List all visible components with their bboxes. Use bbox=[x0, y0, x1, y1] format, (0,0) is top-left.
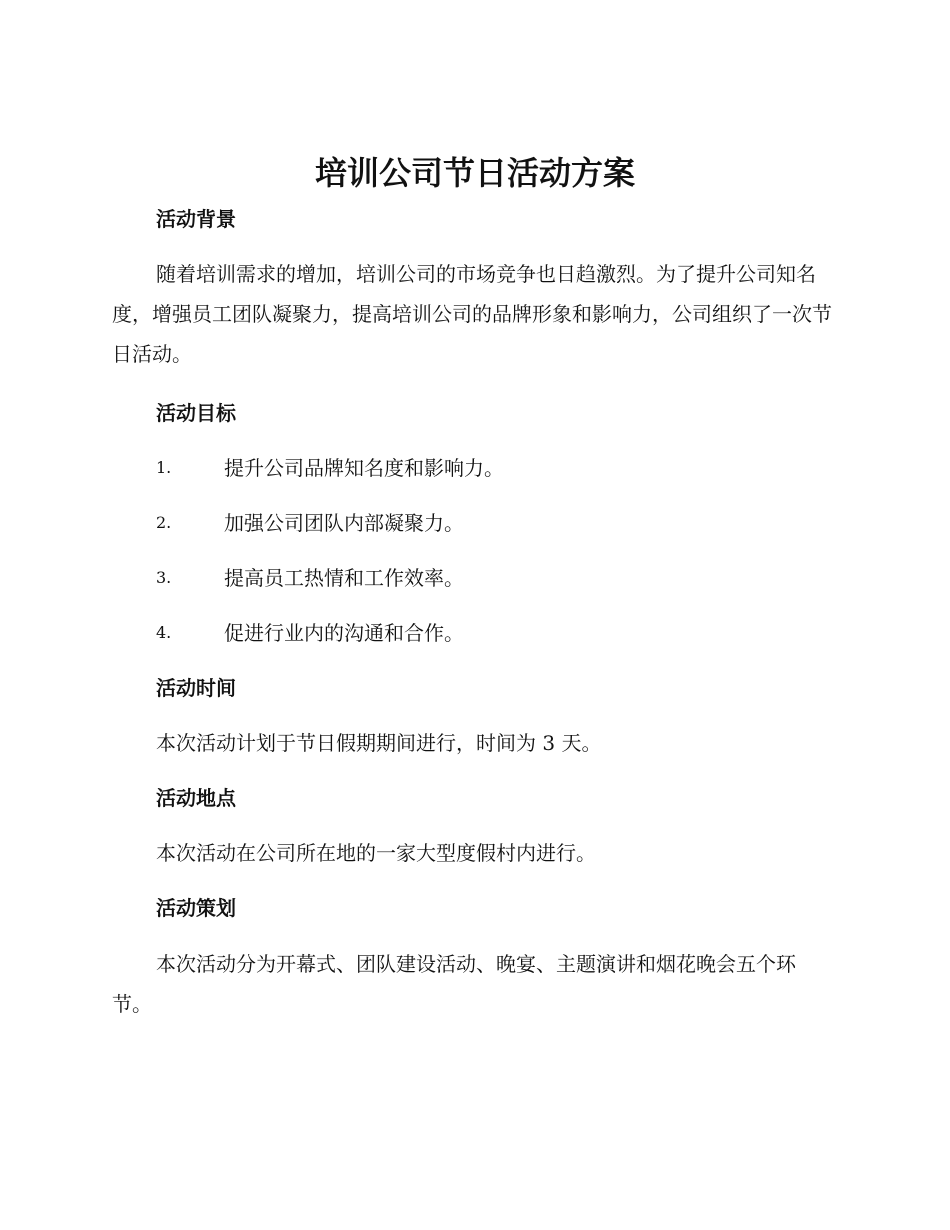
section-heading-location: 活动地点 bbox=[156, 786, 236, 810]
section-heading-time: 活动时间 bbox=[156, 676, 236, 700]
list-number: 4. bbox=[156, 623, 172, 642]
list-number: 2. bbox=[156, 513, 172, 532]
list-number: 3. bbox=[156, 568, 172, 587]
list-text: 加强公司团队内部凝聚力。 bbox=[224, 511, 464, 535]
section-heading-goals: 活动目标 bbox=[156, 401, 236, 425]
section-text-planning: 本次活动分为开幕式、团队建设活动、晚宴、主题演讲和烟花晚会五个环节。 bbox=[112, 952, 796, 1016]
document-title: 培训公司节日活动方案 bbox=[314, 154, 635, 192]
section-heading-planning: 活动策划 bbox=[156, 896, 236, 920]
section-text-location: 本次活动在公司所在地的一家大型度假村内进行。 bbox=[156, 841, 596, 865]
list-text: 提升公司品牌知名度和影响力。 bbox=[224, 456, 504, 480]
section-text-time: 本次活动计划于节日假期期间进行，时间为 3 天。 bbox=[156, 731, 602, 755]
list-number: 1. bbox=[156, 458, 172, 477]
section-text-background: 随着培训需求的增加，培训公司的市场竞争也日趋激烈。为了提升公司知名度，增强员工团队凝聚力，提高培训公司的品牌形象和影响力，公司组织了一次节日活动。 bbox=[112, 262, 832, 366]
list-text: 提高员工热情和工作效率。 bbox=[224, 566, 464, 590]
list-text: 促进行业内的沟通和合作。 bbox=[224, 621, 464, 645]
section-heading-background: 活动背景 bbox=[156, 207, 236, 231]
